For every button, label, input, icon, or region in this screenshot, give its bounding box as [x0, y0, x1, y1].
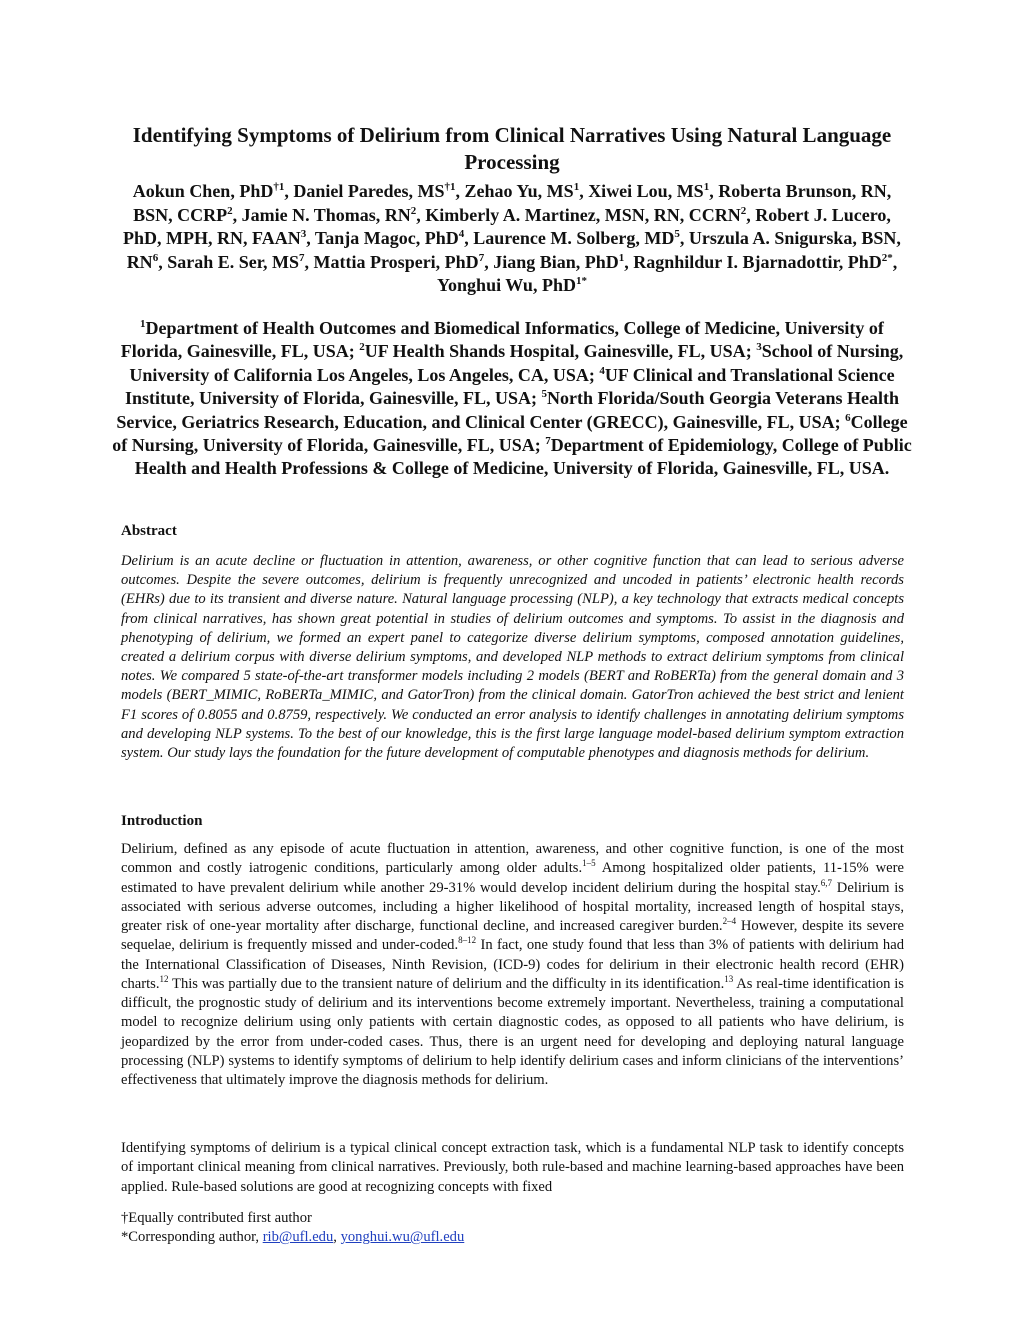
- affiliation-text: Department of Health Outcomes and Biomedical Informatics, College of Medicine, University of Florida, Gainesville, FL, USA: [120, 318, 884, 362]
- author-name: Aokun Chen, PhD: [132, 181, 274, 201]
- author-name: Urszula A. Snigurska, BSN, RN: [126, 228, 901, 272]
- corresponding-label: *Corresponding author,: [121, 1229, 263, 1246]
- email-link-yonghui[interactable]: yonghui.wu@ufl.edu: [340, 1229, 465, 1246]
- affiliation-number: 4: [599, 364, 605, 377]
- affiliation-number: 5: [541, 388, 547, 401]
- footnotes: [121, 1209, 904, 1247]
- email-separator: ,: [333, 1229, 341, 1246]
- citation-ref: 2–4: [722, 916, 737, 926]
- author-name: Mattia Prosperi, PhD: [313, 251, 479, 272]
- author-affiliation-mark: 2*: [881, 251, 893, 264]
- citation-ref: 8–12: [458, 935, 477, 946]
- citation-ref: 13: [724, 973, 734, 984]
- intro-sentence: Delirium is associated with serious adverse outcomes, including a higher likelihood of hospital mortality, increased length of hospital stays, greater risk of one-year mortality after discharge, functional decline, and increased caregiver burden.: [121, 879, 904, 934]
- author-affiliation-mark: 2: [227, 204, 233, 217]
- email-link-rib[interactable]: rib@ufl.edu: [262, 1229, 334, 1246]
- intro-paragraph-2: Identifying symptoms of delirium is a typical clinical concept extraction task, which is a fundamental NLP task to identify concepts of important clinical meaning from clinical narratives. Previously, both rule-based and machine learning-based approaches have been applied. Rule-based solutions are good at recognizing concepts with fixed: [121, 1140, 904, 1195]
- author-list: Aokun Chen, PhD$^{\dagger 1}$, Daniel Paredes, MS$^{\dagger 1}$, Zehao Yu, $MS^1$, Xiwei Lou, $MS^1$, Roberta Brunson, RN, BSN, CCRP$^2$, Jamie N. Thomas, $RN^2$, Kimberly A. Martinez, MSN, RN, CCRN$^2$, Robert J. Lucero, PhD, MPH, RN, FAAN$^3$, Tanja Magoc, PhD$^4$, Laurence M. Solberg, $MD^5$, Urszula A. Snigurska, BSN, $RN^6$, Sarah E. Ser, $MS^7$, Mattia Prosperi, PhD$^7$, Jiang Bian, PhD$^1$, Ragnhildur I. Bjarnadottir, PhD$^{2*}$, Yonghui Wu, PhD$^{1*}$: [123, 181, 901, 296]
- intro-paragraph-1: [121, 840, 904, 1090]
- author-name: Ragnhildur I. Bjarnadottir, PhD: [633, 251, 882, 272]
- intro-sentence: In fact, one study found that less than 3% of patients with delirium had the International Classification of Diseases, Ninth Revision, (ICD-9) codes for delirium in their electronic health record (EHR) charts.: [121, 937, 904, 992]
- equal-contribution-note: †Equally contributed first author: [121, 1210, 312, 1226]
- affiliation-text: UF Clinical and Translational Science Institute, University of Florida, Gainesville, FL, USA: [125, 364, 895, 409]
- author-name: Jiang Bian, PhD: [493, 251, 619, 272]
- author-name: Roberta Brunson, RN, BSN, CCRP: [133, 181, 892, 225]
- author-affiliation-mark: 1: [573, 181, 580, 193]
- author-affiliation-mark: 6: [152, 251, 159, 264]
- affiliation-list: $^1$Department of Health Outcomes and Biomedical Informatics, College of Medicine, University of Florida, Gainesville, FL, USA; $^2$UF Health Shands Hospital, Gainesville, FL, USA; $^3$School of Nursing, University of California Los Angeles, Los Angeles, CA, USA; $^4$UF Clinical and Translational Science Institute, University of Florida, Gainesville, FL, USA; $^5$North Florida/South Georgia Veterans Health Service, Geriatrics Research, Education, and Clinical Center (GRECC), Gainesville, FL, USA; $^6$College of Nursing, University of Florida, Gainesville, FL, USA; $^7$Department of Epidemiology, College of Public Health and Health Professions & College of Medicine, University of Florida, Gainesville, FL, USA.: [112, 318, 912, 479]
- author-name: Zehao Yu, MS: [464, 181, 574, 201]
- author-affiliation-mark: 2: [410, 204, 417, 217]
- intro-sentence: As real-time identification is difficult, the prognostic study of delirium and its interventions become extremely important. Nevertheless, training a computational model to recognize delirium using only patients with certain diagnostic codes, as opposed to all patients who have delirium, is jeopardized by the error from under-coded cases. Thus, there is an urgent need for developing and deploying natural language processing (NLP) systems to identify symptoms of delirium to help identify delirium cases and inform clinicians of the interventions’ effectiveness that ultimately improve the diagnosis methods for delirium.: [121, 975, 904, 1088]
- author-affiliation-mark: †1: [444, 181, 456, 193]
- author-name: Sarah E. Ser, MS: [167, 251, 300, 272]
- abstract-heading: Abstract: [121, 523, 177, 539]
- paper-title: Identifying Symptoms of Delirium from Clinical Narratives Using Natural Language Processing: [132, 123, 892, 174]
- author-affiliation-mark: 1: [618, 251, 625, 264]
- intro-sentence: Among hospitalized older patients, 11-15% were estimated to have prevalent delirium while another 29-31% would develop incident delirium during the hospital stay.: [121, 860, 904, 896]
- author-name: Laurence M. Solberg, MD: [473, 228, 675, 249]
- affiliation-text: North Florida/South Georgia Veterans Health Service, Geriatrics Research, Education, and Clinical Center (GRECC), Gainesville, FL, USA: [116, 388, 899, 432]
- corresponding-author-note: [121, 1228, 904, 1247]
- affiliation-text: Department of Epidemiology, College of Public Health and Health Professions & College of Medicine, University of Florida, Gainesville, FL, USA.: [134, 435, 912, 479]
- author-name: Tanja Magoc, PhD: [314, 228, 459, 249]
- affiliation-text: College of Nursing, University of Florida, Gainesville, FL, USA: [112, 411, 908, 456]
- author-affiliation-mark: 7: [478, 251, 485, 264]
- intro-sentence: Delirium, defined as any episode of acute fluctuation in attention, awareness, and other cognitive function, is one of the most common and costly iatrogenic conditions, particularly among older adults.: [121, 841, 904, 877]
- author-name: Xiwei Lou, MS: [588, 181, 704, 201]
- affiliation-number: 6: [845, 411, 851, 424]
- intro-sentence: However, despite its severe sequelae, delirium is frequently missed and under-coded.: [121, 918, 904, 954]
- affiliation-number: 7: [545, 435, 551, 448]
- author-affiliation-mark: 2: [740, 204, 747, 217]
- author-affiliation-mark: 5: [674, 228, 680, 241]
- abstract-text: Delirium is an acute decline or fluctuation in attention, awareness, or other cognitive function that can lead to serious adverse outcomes. Despite the severe outcomes, delirium is frequently unrecognized and uncoded in patients’ electronic health records (EHRs) due to its transient and diverse nature. Natural language processing (NLP), a key technology that extracts medical concepts from clinical narratives, has shown great potential in studies of delirium outcomes and symptoms. To assist in the diagnosis and phenotyping of delirium, we formed an expert panel to categorize diverse delirium symptoms, composed annotation guidelines, created a delirium corpus with diverse delirium symptoms, and developed NLP methods to extract delirium symptoms from clinical notes. We compared 5 state-of-the-art transformer models including 2 models (BERT and RoBERTa) from the general domain and 3 models (BERT_MIMIC, RoBERTa_MIMIC, and GatorTron) from the clinical domain. GatorTron achieved the best strict and lenient F1 scores of 0.8055 and 0.8759, respectively. We conducted an error analysis to identify challenges in annotating delirium symptoms and developing NLP systems. To the best of our knowledge, this is the first large language model-based delirium symptom extraction system. Our study lays the foundation for the future development of computable phenotypes and diagnosis methods for delirium.: [121, 553, 904, 762]
- author-name: Robert J. Lucero, PhD, MPH, RN, FAAN: [123, 204, 891, 249]
- affiliation-number: 2: [359, 341, 365, 354]
- author-name: Daniel Paredes, MS: [293, 181, 445, 201]
- citation-ref: 6,7: [820, 877, 833, 888]
- author-name: Yonghui Wu, PhD: [437, 275, 576, 296]
- affiliation-number: 1: [140, 318, 146, 330]
- intro-sentence: This was partially due to the transient nature of delirium and the difficulty in its identification.: [168, 975, 725, 992]
- author-affiliation-mark: 1: [703, 181, 710, 193]
- author-affiliation-mark: 1*: [575, 275, 587, 288]
- affiliation-text: School of Nursing, University of California Los Angeles, Los Angeles, CA, USA: [129, 341, 904, 385]
- affiliation-number: 3: [756, 341, 762, 354]
- author-affiliation-mark: †1: [273, 181, 285, 193]
- author-name: Jamie N. Thomas, RN: [241, 204, 411, 225]
- affiliation-text: UF Health Shands Hospital, Gainesville, FL, USA: [364, 341, 746, 362]
- author-affiliation-mark: 7: [299, 251, 305, 264]
- author-name: Kimberly A. Martinez, MSN, RN, CCRN: [425, 204, 741, 225]
- citation-ref: 1–5: [582, 858, 596, 869]
- author-affiliation-mark: 3: [300, 228, 307, 241]
- citation-ref: 12: [159, 973, 169, 984]
- author-affiliation-mark: 4: [458, 228, 465, 241]
- introduction-heading: Introduction: [121, 813, 203, 829]
